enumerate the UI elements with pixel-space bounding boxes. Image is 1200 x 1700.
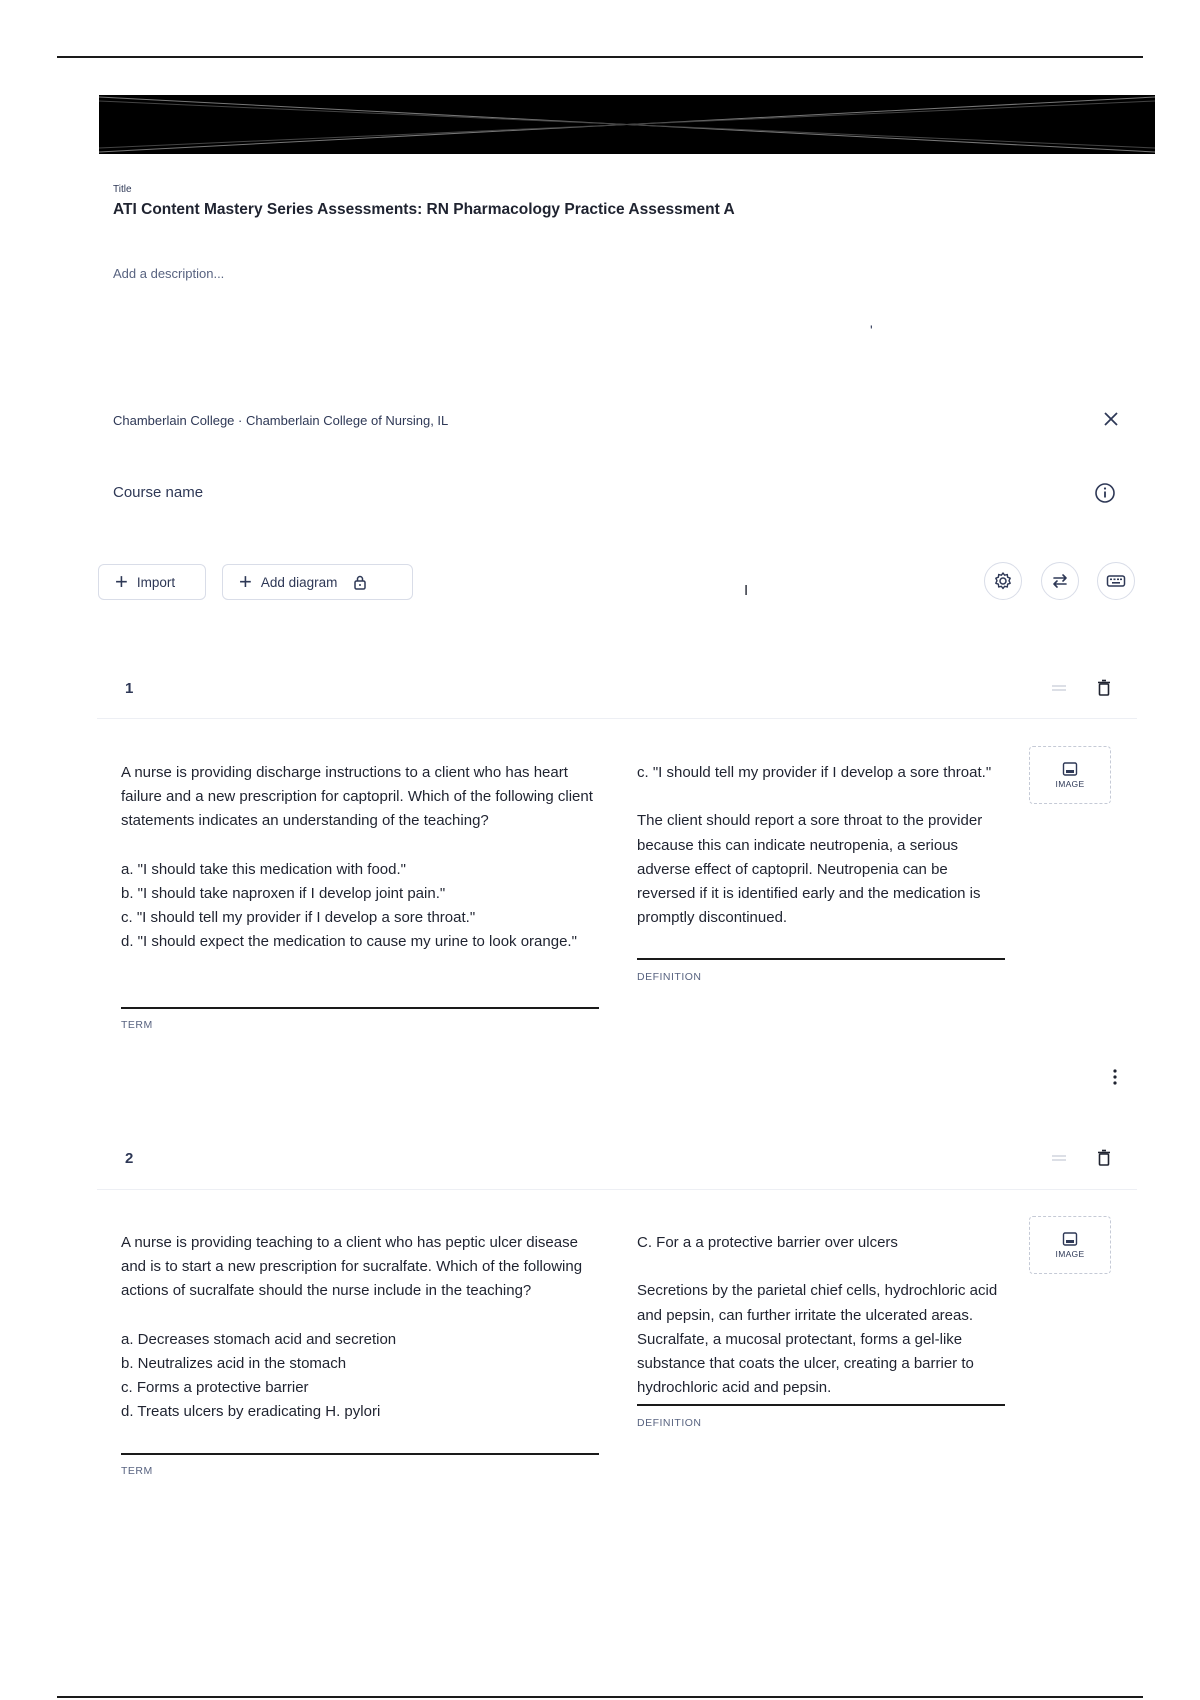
card-number: 1 (125, 680, 134, 697)
keyboard-icon (1105, 570, 1127, 592)
banner-crossed-lines (99, 95, 1155, 154)
image-icon (1062, 1232, 1078, 1246)
image-label: IMAGE (1055, 778, 1085, 789)
term-underline (121, 1007, 599, 1009)
card-divider (97, 718, 1137, 719)
definition-underline (637, 958, 1005, 960)
top-rule (57, 56, 1143, 58)
term-underline (121, 1453, 599, 1455)
card-divider (97, 1189, 1137, 1190)
definition-input[interactable]: c. "I should tell my provider if I develop a sore throat." The client should report a sore throat to the provider because this can indicate neutropenia, a serious adverse effect of captopril. Neutropenia can be reversed if it is identified early and the medication is promptly discontinued. (637, 764, 992, 927)
trash-icon[interactable] (1094, 678, 1114, 698)
school-selection[interactable]: Chamberlain College · Chamberlain College of Nursing, IL (113, 413, 449, 428)
drag-handle-icon[interactable] (1050, 1149, 1068, 1167)
plus-icon: + (115, 569, 128, 594)
add-image-button[interactable] (1029, 1216, 1111, 1274)
definition-label: DEFINITION (637, 971, 702, 983)
image-icon (1062, 762, 1078, 776)
stray-mark: ' (870, 322, 873, 338)
term-label: TERM (121, 1465, 153, 1477)
swap-arrows-icon (1049, 570, 1071, 592)
add-image-button[interactable] (1029, 746, 1111, 804)
add-diagram-button[interactable] (222, 564, 413, 600)
term-label: TERM (121, 1019, 153, 1031)
definition-label: DEFINITION (637, 1417, 702, 1429)
title-label: Title (113, 184, 132, 195)
set-title-input[interactable]: ATI Content Mastery Series Assessments: RN Pharmacology Practice Assessment A (113, 201, 735, 218)
image-label: IMAGE (1055, 1248, 1085, 1259)
lock-icon (353, 574, 367, 590)
card-number: 2 (125, 1150, 134, 1167)
definition-underline (637, 1404, 1005, 1406)
import-label: Import (136, 574, 176, 590)
settings-button[interactable] (984, 562, 1022, 600)
cover-image-banner[interactable] (99, 95, 1155, 154)
text-cursor: I (744, 582, 749, 599)
trash-icon[interactable] (1094, 1148, 1114, 1168)
swap-terms-button[interactable] (1041, 562, 1079, 600)
term-input[interactable]: A nurse is providing teaching to a client who has peptic ulcer disease and is to start a new prescription for sucralfate. Which of the following actions of sucralfate should the nurse include in the teaching? a. Decreases stomach acid and secretion b. Neutralizes acid in the stomach c. Forms a protective barrier d. Treats ulcers by eradicating H. pylori (121, 1234, 583, 1421)
definition-input[interactable]: C. For a a protective barrier over ulcers Secretions by the parietal chief cells, hydrochloric acid and pepsin, can further irritate the ulcerated areas. Sucralfate, a mucosal protectant, forms a gel-like substance that coats the ulcer, creating a barrier to hydrochloric acid and pepsin. (637, 1234, 998, 1397)
plus-icon: + (239, 569, 252, 594)
drag-handle-icon[interactable] (1050, 679, 1068, 697)
gear-icon (992, 570, 1014, 592)
course-name-input[interactable]: Course name (113, 484, 204, 501)
keyboard-shortcuts-button[interactable] (1097, 562, 1135, 600)
term-input[interactable]: A nurse is providing discharge instructions to a client who has heart failure and a new prescription for captopril. Which of the following client statements indicates an understanding of the teaching? a. "I should take this medication with food." b. "I should take naproxen if I develop joint pain." c. "I should tell my provider if I develop a sore throat." d. "I should expect the medication to cause my urine to look orange." (121, 764, 593, 951)
add-diagram-label: Add diagram (260, 574, 338, 590)
bottom-rule (57, 1696, 1143, 1698)
close-icon[interactable] (1100, 408, 1122, 430)
more-options-icon[interactable] (1104, 1066, 1126, 1088)
info-icon[interactable] (1093, 481, 1117, 505)
import-button[interactable] (98, 564, 206, 600)
description-input[interactable]: Add a description... (113, 266, 225, 281)
